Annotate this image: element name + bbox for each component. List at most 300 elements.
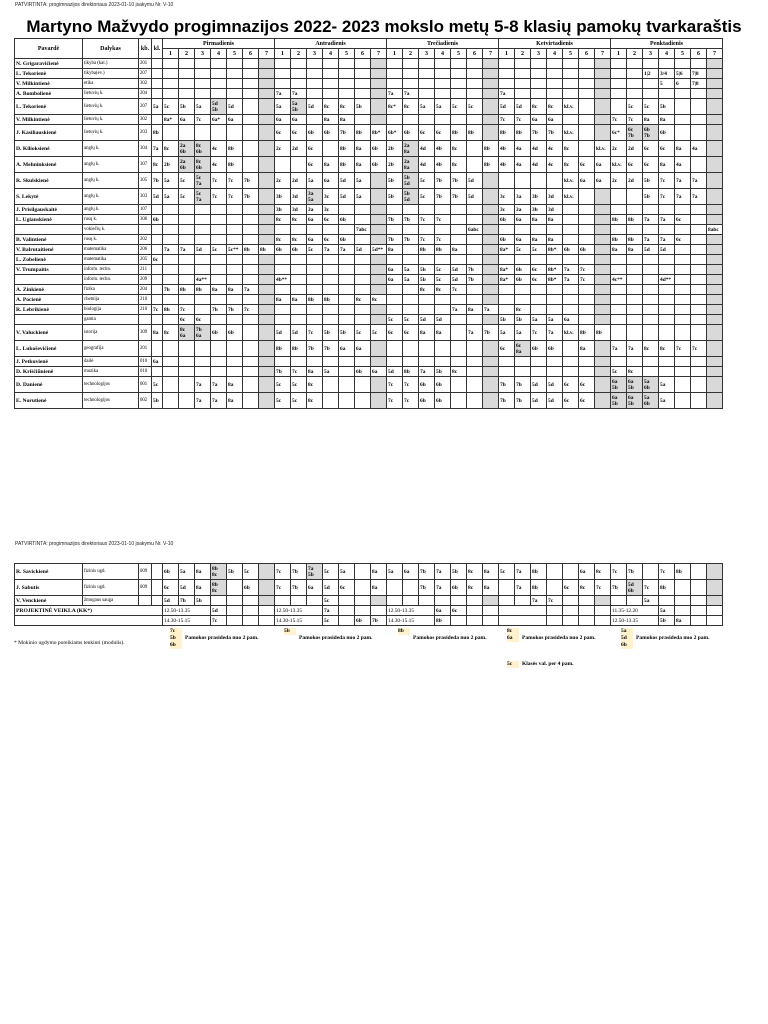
lesson-cell [259,265,275,275]
lesson-cell [531,357,547,367]
header-period: 4 [211,49,227,59]
lesson-cell [403,255,419,265]
lesson-cell [707,173,723,189]
lesson-cell [211,235,227,245]
lesson-cell [467,393,483,409]
subject-name: chemija [83,295,139,305]
lesson-cell: 5d [451,265,467,275]
lesson-cell [595,115,611,125]
lesson-cell: 5d 5b [211,99,227,115]
lesson-cell: kl.v. [563,189,579,205]
lesson-cell: 8abc [707,225,723,235]
lesson-cell: 6a [291,115,307,125]
lesson-cell: 8b [291,341,307,357]
lesson-cell: 4c [211,157,227,173]
lesson-cell: 5c [323,596,339,606]
lesson-cell [659,285,675,295]
lesson-cell: 7a [419,367,435,377]
project-time: 12.50-13.35 [275,606,323,616]
lesson-cell [707,377,723,393]
header-day: Pirmadienis [163,39,275,49]
lesson-cell [595,79,611,89]
lesson-cell [467,285,483,295]
lesson-cell [483,173,499,189]
lesson-cell [291,285,307,295]
lesson-cell: 2b [387,141,403,157]
homeroom-class: 5a [152,99,163,115]
lesson-cell: 8a [579,341,595,357]
project-time: 14.30-15.15 [163,616,211,626]
lesson-cell [259,393,275,409]
lesson-cell: 8a [531,215,547,225]
project-class2 [227,616,243,626]
room-number: 010 [139,357,152,367]
lesson-cell: 8b [435,245,451,255]
lesson-cell [291,596,307,606]
lesson-cell [179,205,195,215]
header-period: 2 [403,49,419,59]
lesson-cell: 6a [531,115,547,125]
lesson-cell [611,205,627,215]
header-period: 7 [707,49,723,59]
room-number: 306 [139,215,152,225]
lesson-cell: 7a [515,564,531,580]
lesson-cell: 7b [483,325,499,341]
approval-text-top: PATVIRTINTA: progimnazijos direktoriaus 2023-01-10 įsakymu Nr. V-10 [15,2,174,8]
subject-name: anglų k. [83,157,139,173]
homeroom-class [152,265,163,275]
lesson-cell [259,157,275,173]
lesson-cell: 4c** [611,275,627,285]
lesson-cell: 5b 5d [403,173,419,189]
lesson-cell [467,341,483,357]
lesson-cell [435,115,451,125]
lesson-cell [483,235,499,245]
room-number: 304 [139,141,152,157]
lesson-cell [259,79,275,89]
header-room: kb. [139,39,152,59]
lesson-cell [451,115,467,125]
lesson-cell: 6b [435,393,451,409]
lesson-cell [371,173,387,189]
lesson-cell: 7b [419,580,435,596]
lesson-cell [691,305,707,315]
lesson-cell [403,115,419,125]
lesson-cell: 7a [195,377,211,393]
homeroom-class: 5b [152,393,163,409]
teacher-name [15,225,83,235]
lesson-cell [323,393,339,409]
lesson-cell [579,596,595,606]
lesson-cell [483,265,499,275]
project-extra [483,606,499,616]
lesson-cell: 5c [179,189,195,205]
lesson-cell [547,295,563,305]
lesson-cell [707,305,723,315]
lesson-cell: 5b [451,564,467,580]
homeroom-class [152,341,163,357]
lesson-cell [323,255,339,265]
lesson-cell [291,79,307,89]
lesson-cell [355,305,371,315]
lesson-cell: 5a [659,393,675,409]
lesson-cell: 6b [579,245,595,255]
lesson-cell [371,265,387,275]
lesson-cell [707,325,723,341]
lesson-cell: 5a [163,173,179,189]
lesson-cell: 7b [435,189,451,205]
lesson-cell [179,69,195,79]
subject-name: etika [83,79,139,89]
lesson-cell: 4c [211,141,227,157]
lesson-cell: 8a [227,285,243,295]
lesson-cell [515,285,531,295]
project-extra [355,606,371,616]
lesson-cell: 7c [227,173,243,189]
lesson-cell: 4a [675,157,691,173]
lesson-cell [691,357,707,367]
lesson-cell [467,596,483,606]
lesson-cell: 8a [659,115,675,125]
project-class: 8b [435,616,451,626]
lesson-cell: 8a [323,115,339,125]
lesson-cell [483,205,499,215]
lesson-cell: 7b [467,265,483,275]
lesson-cell: 1|2 [643,69,659,79]
lesson-cell: 6c [627,157,643,173]
lesson-cell: 7|8 [691,79,707,89]
lesson-cell: 5c [419,189,435,205]
lesson-cell [259,367,275,377]
lesson-cell [419,115,435,125]
lesson-cell [467,255,483,265]
lesson-cell [627,225,643,235]
lesson-cell [163,295,179,305]
lesson-cell: 7c [403,377,419,393]
lesson-cell: 7c [211,173,227,189]
lesson-cell [707,141,723,157]
lesson-cell: 5c [435,275,451,285]
lesson-cell [307,255,323,265]
lesson-cell: 8a [451,245,467,255]
lesson-cell: 7c [179,305,195,315]
lesson-cell: 5c [163,99,179,115]
lesson-cell [499,580,515,596]
lesson-cell: 7c [515,115,531,125]
lesson-cell: 6b [163,564,179,580]
lesson-cell [579,189,595,205]
lesson-cell: 5b [435,367,451,377]
legend-classes: 8b [398,628,410,635]
lesson-cell [707,265,723,275]
homeroom-class [152,69,163,79]
lesson-cell: 3b [531,189,547,205]
lesson-cell: 5c [451,99,467,115]
teacher-name: J. Sabutis [15,580,83,596]
lesson-cell: 2b [387,157,403,173]
lesson-cell: 7b [323,341,339,357]
lesson-cell [227,215,243,225]
lesson-cell: 8c [371,295,387,305]
lesson-cell [643,285,659,295]
lesson-cell [467,245,483,255]
lesson-cell: 6c [579,377,595,393]
lesson-cell: 5d [467,189,483,205]
lesson-cell: 8c [163,141,179,157]
lesson-cell: 6b [515,265,531,275]
lesson-cell [595,357,611,367]
lesson-cell: 5c [291,377,307,393]
subject-name: lietuvių k. [83,125,139,141]
lesson-cell [659,367,675,377]
lesson-cell: 4a [691,141,707,157]
subject-name: fizinis ugd. [83,564,139,580]
lesson-cell: 6b [499,215,515,225]
lesson-cell: 6a 5b [627,393,643,409]
lesson-cell: 6b* [387,125,403,141]
header-subject: Dalykas [83,39,139,59]
lesson-cell: 6b [371,141,387,157]
legend-homeroom-class: 5c [507,661,519,668]
lesson-cell: kl.v. [563,125,579,141]
lesson-cell [355,59,371,69]
lesson-cell: 7a [211,377,227,393]
lesson-cell [419,89,435,99]
room-number [139,596,152,606]
lesson-cell: 7a 5b [307,564,323,580]
lesson-cell: 7b [515,393,531,409]
subject-name: tikyba(ev.) [83,69,139,79]
lesson-cell [691,99,707,115]
lesson-cell [259,295,275,305]
lesson-cell [163,341,179,357]
homeroom-class [152,59,163,69]
lesson-cell [483,89,499,99]
lesson-cell: 5d [339,173,355,189]
lesson-cell: 8c 6a [179,325,195,341]
lesson-cell [403,357,419,367]
lesson-cell [627,255,643,265]
lesson-cell: 8c [659,341,675,357]
lesson-cell [355,235,371,245]
lesson-cell [435,341,451,357]
lesson-cell [563,305,579,315]
lesson-cell: 5c [211,245,227,255]
lesson-cell: 7c [611,564,627,580]
lesson-cell: 8b [355,125,371,141]
lesson-cell [387,357,403,367]
lesson-cell [403,225,419,235]
teacher-name: V. Valuckienė [15,325,83,341]
lesson-cell: 6b [515,275,531,285]
lesson-cell: 5d 6b [627,580,643,596]
lesson-cell: 8c [467,564,483,580]
lesson-cell: 6b [419,377,435,393]
lesson-cell [531,225,547,235]
project-class: 5b [659,616,675,626]
lesson-cell [259,305,275,315]
lesson-cell: 3c [499,189,515,205]
lesson-cell [627,205,643,215]
lesson-cell [643,305,659,315]
header-class: kl. [152,39,163,59]
lesson-cell [291,59,307,69]
lesson-cell [563,285,579,295]
lesson-cell [227,205,243,215]
lesson-cell: 5c [499,564,515,580]
lesson-cell: 6a [579,173,595,189]
lesson-cell: 7c [547,596,563,606]
lesson-cell [675,315,691,325]
lesson-cell [211,357,227,367]
lesson-cell: 8b [259,245,275,255]
legend-classes: 5b [284,628,296,635]
lesson-cell: 2c [275,141,291,157]
lesson-cell [387,295,403,305]
lesson-cell [707,564,723,580]
lesson-cell: 5a [339,564,355,580]
lesson-cell [547,69,563,79]
lesson-cell [563,367,579,377]
lesson-cell: 8c 6b [195,141,211,157]
homeroom-class [152,580,163,596]
lesson-cell [211,79,227,89]
lesson-cell: 8c [547,99,563,115]
page-title: Martyno Mažvydo progimnazijos 2022- 2023 mokslo metų 5-8 klasių pamokų tvarkaraštis [26,17,742,36]
lesson-cell [243,596,259,606]
header-period: 7 [259,49,275,59]
lesson-cell: 5a [179,564,195,580]
lesson-cell: 8b [531,580,547,596]
lesson-cell [611,59,627,69]
lesson-cell: 8c [163,325,179,341]
lesson-cell: 5d [387,367,403,377]
table-row [15,69,723,79]
lesson-cell: 8c [355,295,371,305]
lesson-cell: 5b [659,99,675,115]
lesson-cell [707,189,723,205]
lesson-cell: 6a [179,115,195,125]
teacher-name: V. Balrutaitienė [15,245,83,255]
schedule-table [14,38,723,409]
lesson-cell [483,285,499,295]
lesson-cell: 2d [291,141,307,157]
header-period: 5 [675,49,691,59]
lesson-cell: 7a [163,245,179,255]
lesson-cell [515,89,531,99]
project-class: 7a [323,606,339,616]
lesson-cell [243,315,259,325]
subject-name: matematika [83,245,139,255]
lesson-cell [611,255,627,265]
lesson-cell [211,225,227,235]
lesson-cell [435,596,451,606]
header-period: 5 [227,49,243,59]
lesson-cell: 8c [451,367,467,377]
lesson-cell: 7c [659,564,675,580]
lesson-cell [243,157,259,173]
lesson-cell: 7a [323,245,339,255]
room-number: 307 [139,157,152,173]
lesson-cell [291,305,307,315]
room-number: 203 [139,125,152,141]
lesson-cell: 8b 8c [211,580,227,596]
lesson-cell [675,225,691,235]
lesson-cell [691,59,707,69]
project-time: 14.30-15.15 [275,616,323,626]
lesson-cell [419,305,435,315]
lesson-cell: 2b [163,157,179,173]
lesson-cell: 7a [435,580,451,596]
lesson-cell [355,596,371,606]
lesson-cell: 5a [403,265,419,275]
lesson-cell: 5a [403,275,419,285]
lesson-cell: 6a [227,115,243,125]
project-class: 7c [211,616,227,626]
lesson-cell: 8b [451,125,467,141]
lesson-cell [323,275,339,285]
lesson-cell [211,255,227,265]
lesson-cell [595,245,611,255]
lesson-cell [387,225,403,235]
lesson-cell [259,285,275,295]
lesson-cell [451,89,467,99]
lesson-cell [627,59,643,69]
lesson-cell [323,285,339,295]
lesson-cell [259,341,275,357]
lesson-cell: 6b [499,235,515,245]
lesson-cell [627,265,643,275]
lesson-cell: 5a [355,173,371,189]
lesson-cell: 8a [419,325,435,341]
lesson-cell [531,89,547,99]
header-period: 1 [499,49,515,59]
lesson-cell [691,564,707,580]
lesson-cell: 6c 7b [627,125,643,141]
lesson-cell [259,59,275,69]
lesson-cell [531,79,547,89]
lesson-cell [243,235,259,245]
lesson-cell [355,285,371,295]
lesson-cell [243,255,259,265]
room-number: 302 [139,115,152,125]
lesson-cell [627,596,643,606]
lesson-cell [339,393,355,409]
lesson-cell: 6c [387,325,403,341]
lesson-cell: 7c [307,325,323,341]
lesson-cell: 5a [355,189,371,205]
lesson-cell: 8c [323,99,339,115]
lesson-cell: 6b [355,367,371,377]
lesson-cell: 6b [547,341,563,357]
lesson-cell: 8a [227,393,243,409]
lesson-cell: 5b 5d [403,189,419,205]
lesson-cell [595,99,611,115]
lesson-cell: 8c [419,285,435,295]
legend-text: Pamokos prasideda nuo 2 pam. [185,635,259,641]
lesson-cell [499,357,515,367]
lesson-cell [243,79,259,89]
lesson-cell: 6c [403,325,419,341]
lesson-cell [355,580,371,596]
project-class2 [563,616,579,626]
lesson-cell: 7a [291,89,307,99]
subject-name: vokiečių k. [83,225,139,235]
teacher-name [15,275,83,285]
lesson-cell [595,275,611,285]
project-extra [595,616,611,626]
lesson-cell: 8b [515,125,531,141]
